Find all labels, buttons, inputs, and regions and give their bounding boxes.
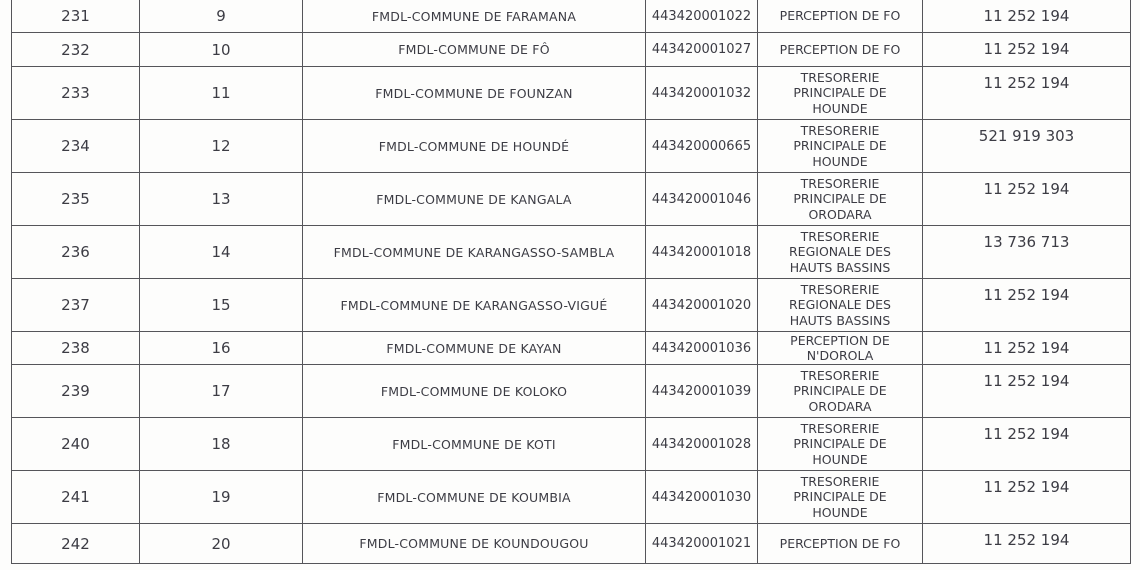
accounting-post-line: PRINCIPALE DE [793,191,887,207]
ordinal-cell: 20 [140,524,303,564]
row-number-cell: 233 [12,67,140,120]
table-body [12,0,1131,564]
accounting-post-line: TRESORERIE [800,228,880,244]
amount-cell: 11 252 194 [923,173,1131,226]
account-number-cell: 443420001036 [646,332,758,365]
accounting-post-cell [758,120,923,173]
accounting-post-cell [758,279,923,332]
row-number-cell: 238 [12,332,140,365]
table-row [12,471,1131,524]
accounting-post-cell [758,365,923,418]
accounting-post-cell [758,33,923,67]
row-number-cell: 239 [12,365,140,418]
accounting-post-line: TRESORERIE [800,122,880,138]
accounting-post-line: TRESORERIE [800,69,880,85]
commune-name-cell: FMDL-COMMUNE DE KAYAN [303,332,646,365]
account-number-cell: 443420001046 [646,173,758,226]
accounting-post-line: ORODARA [808,206,872,222]
amount-cell: 11 252 194 [923,279,1131,332]
account-number-cell: 443420001030 [646,471,758,524]
table-row [12,524,1131,564]
commune-name-cell: FMDL-COMMUNE DE KOLOKO [303,365,646,418]
commune-name-cell: FMDL-COMMUNE DE KANGALA [303,173,646,226]
commune-name-cell: FMDL-COMMUNE DE KARANGASSO-SAMBLA [303,226,646,279]
accounting-post-line: TRESORERIE [800,473,880,489]
accounting-post-line: PERCEPTION DE FO [779,535,901,551]
table-row [12,332,1131,365]
accounting-post-line: HAUTS BASSINS [789,259,891,275]
accounting-post-cell [758,226,923,279]
accounting-post-line: PERCEPTION DE FO [779,41,901,57]
table-row [12,418,1131,471]
accounting-post-line: REGIONALE DES [789,244,891,260]
accounting-post-cell [758,67,923,120]
accounting-post-line: HOUNDE [812,100,868,116]
account-number-cell: 443420001020 [646,279,758,332]
accounting-post-cell [758,0,923,33]
row-number-cell: 241 [12,471,140,524]
table-row [12,226,1131,279]
ordinal-cell: 13 [140,173,303,226]
amount-cell: 11 252 194 [923,33,1131,67]
commune-name-cell: FMDL-COMMUNE DE HOUNDÉ [303,120,646,173]
accounting-post-cell [758,173,923,226]
account-number-cell: 443420001028 [646,418,758,471]
amount-cell: 11 252 194 [923,67,1131,120]
account-number-cell: 443420001039 [646,365,758,418]
account-number-cell: 443420001032 [646,67,758,120]
accounting-post-line: TRESORERIE [800,281,880,297]
amount-cell: 521 919 303 [923,120,1131,173]
account-number-cell: 443420001027 [646,33,758,67]
table-row [12,279,1131,332]
commune-name-cell: FMDL-COMMUNE DE KOUMBIA [303,471,646,524]
accounting-post-line: TRESORERIE [800,367,880,383]
accounting-post-line: HOUNDE [812,451,868,467]
accounting-post-line: HAUTS BASSINS [789,312,891,328]
row-number-cell: 240 [12,418,140,471]
table-row [12,120,1131,173]
amount-cell: 13 736 713 [923,226,1131,279]
allocation-table [11,0,1131,564]
amount-cell: 11 252 194 [923,0,1131,33]
ordinal-cell: 19 [140,471,303,524]
account-number-cell: 443420001018 [646,226,758,279]
row-number-cell: 236 [12,226,140,279]
ordinal-cell: 14 [140,226,303,279]
accounting-post-line: PRINCIPALE DE [793,138,887,154]
row-number-cell: 235 [12,173,140,226]
accounting-post-line: N'DOROLA [806,348,874,363]
accounting-post-line: ORODARA [808,398,872,414]
ordinal-cell: 16 [140,332,303,365]
commune-name-cell: FMDL-COMMUNE DE KARANGASSO-VIGUÉ [303,279,646,332]
accounting-post-line: PRINCIPALE DE [793,436,887,452]
amount-cell: 11 252 194 [923,418,1131,471]
accounting-post-cell [758,471,923,524]
table-row [12,365,1131,418]
accounting-post-line: HOUNDE [812,153,868,169]
amount-cell: 11 252 194 [923,471,1131,524]
commune-name-cell: FMDL-COMMUNE DE KOUNDOUGOU [303,524,646,564]
ordinal-cell: 18 [140,418,303,471]
table-row [12,33,1131,67]
accounting-post-line: PERCEPTION DE FO [779,8,901,24]
accounting-post-cell [758,524,923,564]
row-number-cell: 237 [12,279,140,332]
ordinal-cell: 9 [140,0,303,33]
account-number-cell: 443420001021 [646,524,758,564]
ordinal-cell: 10 [140,33,303,67]
accounting-post-line: PRINCIPALE DE [793,383,887,399]
row-number-cell: 232 [12,33,140,67]
table-row [12,0,1131,33]
table-row [12,173,1131,226]
accounting-post-line: TRESORERIE [800,420,880,436]
accounting-post-line: PRINCIPALE DE [793,489,887,505]
accounting-post-line: HOUNDE [812,504,868,520]
commune-name-cell: FMDL-COMMUNE DE KOTI [303,418,646,471]
row-number-cell: 231 [12,0,140,33]
commune-name-cell: FMDL-COMMUNE DE FOUNZAN [303,67,646,120]
accounting-post-cell [758,418,923,471]
row-number-cell: 234 [12,120,140,173]
amount-cell: 11 252 194 [923,332,1131,365]
account-number-cell: 443420000665 [646,120,758,173]
accounting-post-line: REGIONALE DES [789,297,891,313]
commune-name-cell: FMDL-COMMUNE DE FÔ [303,33,646,67]
commune-name-cell: FMDL-COMMUNE DE FARAMANA [303,0,646,33]
accounting-post-line: PERCEPTION DE [790,332,890,348]
ordinal-cell: 15 [140,279,303,332]
ordinal-cell: 12 [140,120,303,173]
accounting-post-cell [758,332,923,365]
accounting-post-line: PRINCIPALE DE [793,85,887,101]
amount-cell: 11 252 194 [923,524,1131,564]
accounting-post-line: TRESORERIE [800,175,880,191]
account-number-cell: 443420001022 [646,0,758,33]
ordinal-cell: 11 [140,67,303,120]
table-row [12,67,1131,120]
amount-cell: 11 252 194 [923,365,1131,418]
ordinal-cell: 17 [140,365,303,418]
row-number-cell: 242 [12,524,140,564]
